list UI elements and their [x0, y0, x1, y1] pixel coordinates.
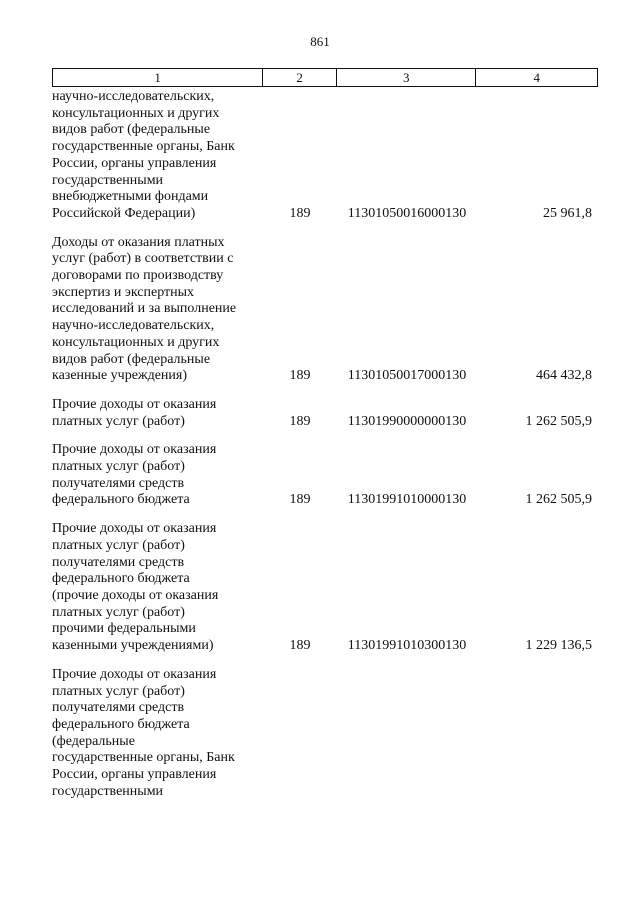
header-col-2: 2 — [263, 69, 337, 86]
row-amount: 464 432,8 — [536, 368, 592, 384]
revenue-table — [52, 68, 598, 800]
description-line: получателями средств — [52, 475, 185, 491]
table-row — [52, 521, 598, 655]
description-line: государственные органы, Банк — [52, 139, 235, 155]
row-description — [52, 667, 263, 801]
description-line: экспертиз и экспертных — [52, 284, 195, 300]
table-row — [52, 89, 598, 223]
description-line: Прочие доходы от оказания — [52, 442, 217, 458]
row-amount: 1 262 505,9 — [525, 413, 592, 429]
description-line: исследований и за выполнение — [52, 301, 237, 317]
description-line: научно-исследовательских, — [52, 89, 215, 104]
row-admin-code: 189 — [289, 413, 311, 429]
header-col-1: 1 — [53, 69, 263, 86]
row-description — [52, 397, 263, 430]
description-line: Доходы от оказания платных — [52, 234, 225, 250]
description-line: Прочие доходы от оказания — [52, 396, 217, 412]
description-line: консультационных и других — [52, 334, 220, 350]
description-line: (федеральные — [52, 733, 135, 749]
row-amount: 1 229 136,5 — [525, 638, 592, 654]
description-line: договорами по производству — [52, 268, 224, 284]
row-admin-code: 189 — [289, 638, 311, 654]
description-line: платных услуг (работ) — [52, 537, 185, 553]
row-classification-code: 11301050017000130 — [347, 368, 467, 384]
description-line: платных услуг (работ) — [52, 459, 185, 475]
description-line: получателями средств — [52, 554, 185, 570]
row-description — [52, 89, 263, 223]
description-line: федерального бюджета — [52, 571, 190, 587]
header-col-4: 4 — [533, 70, 540, 85]
description-line: услуг (работ) в соответствии с — [52, 251, 234, 267]
row-amount: 1 262 505,9 — [525, 492, 592, 508]
row-classification-code: 11301991010300130 — [347, 638, 467, 654]
table-header — [52, 68, 598, 87]
table-row — [52, 667, 598, 801]
description-line: России, органы управления — [52, 155, 217, 171]
description-line: (прочие доходы от оказания — [52, 587, 219, 603]
description-line: платных услуг (работ) — [52, 683, 185, 699]
row-admin-code: 189 — [289, 205, 311, 221]
row-admin-code: 189 — [289, 368, 311, 384]
description-line: России, органы управления — [52, 767, 217, 783]
table-row — [52, 442, 598, 509]
description-line: казенными учреждениями) — [52, 638, 214, 654]
description-line: государственные органы, Банк — [52, 750, 235, 766]
row-amount: 25 961,8 — [543, 205, 592, 221]
description-line: платных услуг (работ) — [52, 604, 185, 620]
description-line: получателями средств — [52, 700, 185, 716]
row-description — [52, 442, 263, 509]
row-classification-code: 11301991010000130 — [347, 492, 467, 508]
page-number: 861 — [310, 34, 330, 49]
row-classification-code: 11301990000000130 — [347, 413, 467, 429]
description-line: прочими федеральными — [52, 621, 196, 637]
description-line: видов работ (федеральные — [52, 122, 211, 138]
description-line: Прочие доходы от оказания — [52, 666, 217, 682]
row-admin-code: 189 — [289, 492, 311, 508]
header-col-3: 3 — [337, 69, 476, 86]
description-line: государственными — [52, 172, 164, 188]
description-line: федерального бюджета — [52, 492, 190, 508]
table-row — [52, 235, 598, 385]
row-description — [52, 521, 263, 655]
row-classification-code: 11301050016000130 — [347, 205, 467, 221]
description-line: научно-исследовательских, — [52, 318, 215, 334]
description-line: государственными — [52, 783, 164, 799]
description-line: видов работ (федеральные — [52, 351, 211, 367]
description-line: внебюджетными фондами — [52, 189, 209, 205]
description-line: платных услуг (работ) — [52, 413, 185, 429]
description-line: Прочие доходы от оказания — [52, 521, 217, 537]
description-line: казенные учреждения) — [52, 368, 188, 384]
table-row — [52, 397, 598, 430]
description-line: федерального бюджета — [52, 716, 190, 732]
description-line: Российской Федерации) — [52, 205, 196, 221]
row-description — [52, 235, 263, 385]
description-line: консультационных и других — [52, 105, 220, 121]
